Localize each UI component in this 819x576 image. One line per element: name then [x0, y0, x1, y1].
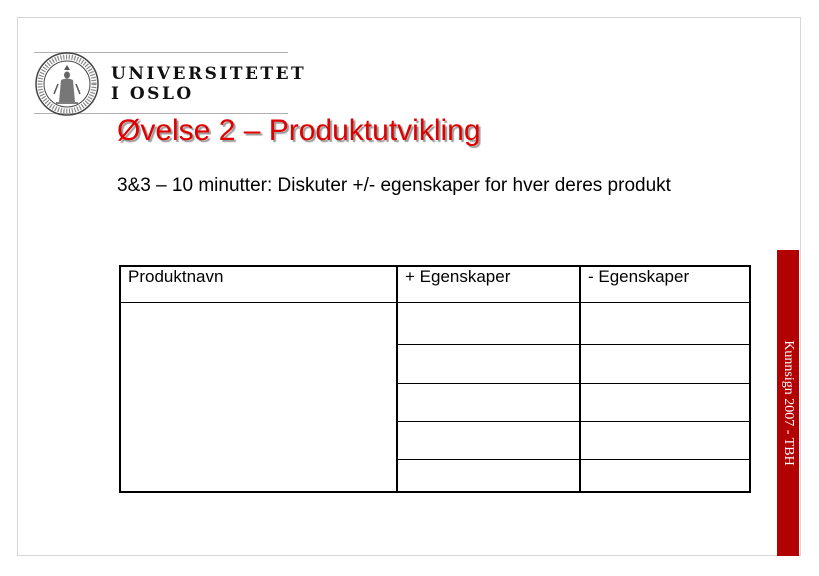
university-name-line1: UNIVERSITETET: [111, 64, 307, 84]
university-seal-icon: [34, 51, 100, 117]
side-banner: [777, 250, 799, 556]
row-divider: [397, 383, 751, 384]
side-banner-label: Kunnsign 2007 - TBH: [781, 340, 796, 466]
row-divider: [397, 344, 751, 345]
header-divider: [119, 302, 751, 303]
university-name: [111, 64, 306, 104]
column-header-product-name: Produktnavn: [128, 267, 224, 286]
slide-title: Øvelse 2 – Produktutvikling: [117, 114, 481, 147]
column-header-positive: + Egenskaper: [405, 267, 511, 286]
column-header-negative: - Egenskaper: [588, 267, 690, 286]
instruction-text: 3&3 – 10 minutter: Diskuter +/- egenskaper for hver deres produkt: [117, 175, 671, 196]
row-divider: [397, 459, 751, 460]
row-divider: [397, 421, 751, 422]
university-name-line2: I OSLO: [111, 84, 194, 104]
